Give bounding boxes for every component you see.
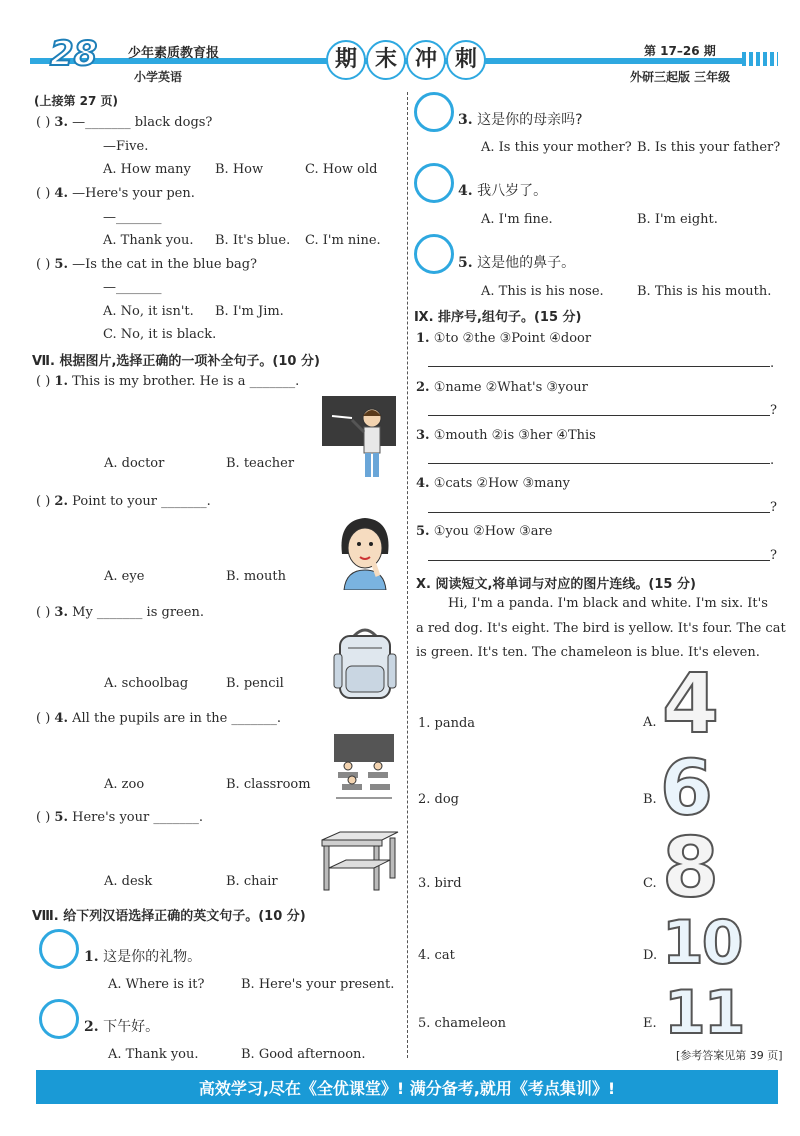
option-b: B. I'm Jim.	[215, 304, 284, 319]
answer-paren[interactable]: ( )	[36, 711, 51, 726]
option-b: B. Good afternoon.	[241, 1047, 366, 1062]
question-4-line2: —_______	[103, 210, 162, 225]
question-chinese: 这是他的鼻子。	[477, 255, 576, 271]
footer-slogan: 高效学习,尽在《全优课堂》! 满分备考,就用《考点集训》!	[198, 1079, 616, 1098]
option-b: B. Is this your father?	[637, 140, 781, 155]
question-number: 5.	[54, 810, 68, 825]
issue-label: 第 17–26 期	[644, 44, 716, 58]
passage-line: Hi, I'm a panda. I'm black and white. I'm six. It's	[448, 596, 768, 611]
answer-line[interactable]	[428, 415, 770, 416]
answer-paren[interactable]: ( )	[36, 186, 51, 201]
option-b: B. This is his mouth.	[637, 284, 772, 299]
section-9-title: Ⅸ. 排序号,组句子。(15 分)	[414, 310, 582, 325]
option-b: B. pencil	[226, 676, 284, 691]
answer-circle[interactable]	[39, 929, 79, 969]
question-text: Here's your _______.	[72, 810, 203, 825]
match-letter-e: E.	[643, 1016, 657, 1031]
answer-paren[interactable]: ( )	[36, 374, 51, 389]
option-a: A. Thank you.	[103, 233, 194, 248]
sec9-item-2	[416, 380, 588, 395]
girl-pointing-image	[334, 514, 396, 590]
question-chinese: 这是你的母亲吗?	[477, 112, 583, 128]
section-10-title: Ⅹ. 阅读短文,将单词与对应的图片连线。(15 分)	[416, 577, 696, 592]
question-number: 2.	[84, 1019, 99, 1035]
question-text: Point to your _______.	[72, 494, 211, 509]
item-number: 2.	[416, 380, 430, 395]
sec8-question-5	[458, 252, 575, 272]
number-eleven-image[interactable]: 11	[664, 978, 744, 1048]
line-end: ?	[770, 403, 777, 418]
answer-circle[interactable]	[414, 163, 454, 203]
question-chinese: 下午好。	[103, 1019, 160, 1035]
question-chinese: 我八岁了。	[477, 183, 548, 199]
option-a: A. desk	[104, 874, 153, 889]
answer-line[interactable]	[428, 366, 770, 367]
item-number: 1.	[416, 331, 430, 346]
match-word-chameleon[interactable]: 5. chameleon	[418, 1016, 507, 1031]
page-number: 28	[50, 34, 98, 74]
question-number: 4.	[458, 183, 473, 199]
desk-image	[318, 830, 400, 892]
answer-line[interactable]	[428, 463, 770, 464]
match-word-panda[interactable]: 1. panda	[418, 716, 476, 731]
question-number: 5.	[458, 255, 473, 271]
question-number: 3.	[458, 112, 473, 128]
sec7-question-3	[36, 605, 204, 620]
sec8-question-1	[84, 946, 201, 966]
option-a: A. No, it isn't.	[103, 304, 194, 319]
question-number: 4.	[54, 186, 68, 201]
answer-line[interactable]	[428, 560, 770, 561]
question-text: —Is the cat in the blue bag?	[72, 257, 258, 272]
answer-paren[interactable]: ( )	[36, 115, 51, 130]
option-a: A. eye	[104, 569, 145, 584]
option-a: A. This is his nose.	[481, 284, 604, 299]
option-b: B. mouth	[226, 569, 286, 584]
question-number: 5.	[54, 257, 68, 272]
option-b: B. It's blue.	[215, 233, 291, 248]
banner-char: 末	[366, 40, 406, 80]
question-number: 3.	[54, 115, 68, 130]
number-eight-image[interactable]: 8	[662, 821, 720, 916]
answer-reference: [参考答案见第 39 页]	[676, 1049, 783, 1062]
sec8-question-4	[458, 180, 547, 200]
sec8-question-2	[84, 1016, 159, 1036]
question-text: —Here's your pen.	[72, 186, 195, 201]
match-letter-d: D.	[643, 948, 658, 963]
word-list: ①cats ②How ③many	[433, 476, 570, 491]
item-number: 4.	[416, 476, 430, 491]
number-four-image[interactable]: 4	[662, 657, 720, 752]
question-number: 3.	[54, 605, 68, 620]
option-a: A. doctor	[104, 456, 165, 471]
header-stripes	[742, 52, 778, 66]
question-chinese: 这是你的礼物。	[103, 949, 202, 965]
continued-note: (上接第 27 页)	[34, 94, 119, 108]
question-number: 1.	[84, 949, 99, 965]
sec8-question-3	[458, 109, 583, 129]
sec9-item-4	[416, 476, 570, 491]
classroom-image	[332, 732, 396, 800]
question-text: —_______ black dogs?	[72, 115, 213, 130]
option-b: B. How	[215, 162, 264, 177]
line-end: .	[770, 453, 775, 468]
question-text: This is my brother. He is a _______.	[72, 374, 300, 389]
answer-line[interactable]	[428, 512, 770, 513]
banner-char: 冲	[406, 40, 446, 80]
question-3-line2: —Five.	[103, 139, 149, 154]
banner-char: 刺	[446, 40, 486, 80]
match-word-dog[interactable]: 2. dog	[418, 792, 460, 807]
answer-circle[interactable]	[39, 999, 79, 1039]
option-c: C. How old	[305, 162, 378, 177]
word-list: ①name ②What's ③your	[433, 380, 588, 395]
question-5-line2: —_______	[103, 280, 162, 295]
word-list: ①mouth ②is ③her ④This	[433, 428, 596, 443]
sec9-item-5	[416, 524, 552, 539]
item-number: 3.	[416, 428, 430, 443]
sec7-question-5	[36, 810, 203, 825]
answer-circle[interactable]	[414, 234, 454, 274]
answer-paren[interactable]: ( )	[36, 494, 51, 509]
banner-char: 期	[326, 40, 366, 80]
teacher-image	[322, 396, 396, 482]
word-list: ①you ②How ③are	[433, 524, 553, 539]
line-end: ?	[770, 548, 777, 563]
option-a: A. zoo	[104, 777, 145, 792]
option-a: A. Thank you.	[108, 1047, 199, 1062]
sec9-item-1	[416, 331, 591, 346]
question-3	[36, 115, 406, 130]
passage-line: a red dog. It's eight. The bird is yellow. It's four. The cat	[416, 621, 786, 636]
option-a: A. schoolbag	[104, 676, 189, 691]
option-b: B. teacher	[226, 456, 295, 471]
match-letter-c: C.	[643, 876, 657, 891]
question-number: 4.	[54, 711, 68, 726]
option-c: C. I'm nine.	[305, 233, 381, 248]
sec7-question-1	[36, 374, 299, 389]
subject-label: 小学英语	[134, 70, 183, 84]
match-word-bird[interactable]: 3. bird	[418, 876, 462, 891]
question-number: 1.	[54, 374, 68, 389]
number-six-image[interactable]: 6	[660, 743, 713, 832]
section-7-title: Ⅶ. 根据图片,选择正确的一项补全句子。(10 分)	[32, 354, 320, 369]
banner	[326, 40, 484, 80]
word-list: ①to ②the ③Point ④door	[433, 331, 592, 346]
match-letter-b: B.	[643, 792, 657, 807]
question-5	[36, 257, 257, 272]
answer-paren[interactable]: ( )	[36, 605, 51, 620]
line-end: ?	[770, 500, 777, 515]
option-b: B. I'm eight.	[637, 212, 718, 227]
section-8-title: Ⅷ. 给下列汉语选择正确的英文句子。(10 分)	[32, 909, 306, 924]
option-b: B. Here's your present.	[241, 977, 395, 992]
column-divider	[407, 92, 408, 1058]
option-a: A. I'm fine.	[481, 212, 553, 227]
line-end: .	[770, 356, 775, 371]
option-b: B. chair	[226, 874, 278, 889]
option-c: C. No, it is black.	[103, 327, 217, 342]
passage-line: is green. It's ten. The chameleon is blue. It's eleven.	[416, 645, 760, 660]
option-a: A. How many	[103, 162, 191, 177]
number-ten-image[interactable]: 10	[662, 908, 742, 978]
match-word-cat[interactable]: 4. cat	[418, 948, 455, 963]
answer-paren[interactable]: ( )	[36, 810, 51, 825]
option-b: B. classroom	[226, 777, 311, 792]
sec9-item-3	[416, 428, 596, 443]
answer-circle[interactable]	[414, 92, 454, 132]
answer-paren[interactable]: ( )	[36, 257, 51, 272]
question-text: My _______ is green.	[72, 605, 204, 620]
item-number: 5.	[416, 524, 430, 539]
match-letter-a: A.	[643, 715, 657, 730]
sec7-question-4	[36, 711, 281, 726]
question-text: All the pupils are in the _______.	[72, 711, 282, 726]
sec7-question-2	[36, 494, 211, 509]
question-number: 2.	[54, 494, 68, 509]
option-a: A. Is this your mother?	[481, 140, 632, 155]
question-4	[36, 186, 195, 201]
newspaper-name: 少年素质教育报	[128, 46, 220, 61]
schoolbag-image	[332, 626, 398, 704]
option-a: A. Where is it?	[108, 977, 205, 992]
edition-label: 外研三起版 三年级	[630, 70, 731, 84]
